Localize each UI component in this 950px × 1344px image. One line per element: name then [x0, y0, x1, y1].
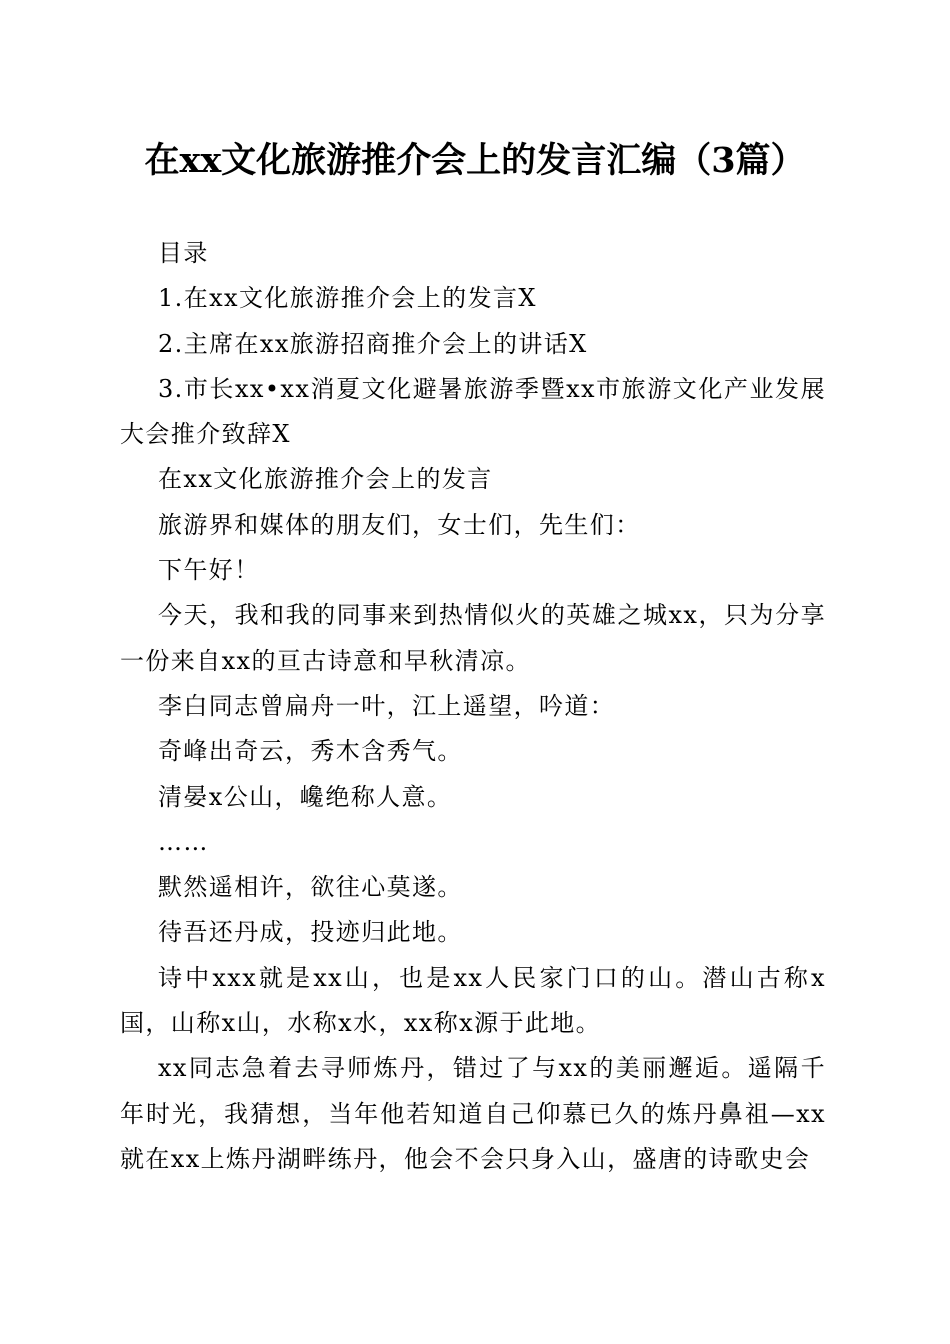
body-paragraph: 李白同志曾扁舟一叶，江上遥望，吟道：: [158, 691, 616, 720]
body-paragraph: 今天，我和我的同事来到热情似火的英雄之城xx，只为分享一份来自xx的亘古诗意和早秋清凉。: [120, 601, 826, 675]
toc-item-3: 3.市长xx•xx消夏文化避暑旅游季暨xx市旅游文化产业发展大会推介致辞X: [120, 374, 826, 449]
poem-line: 奇峰出奇云，秀木含秀气。: [158, 737, 463, 766]
poem-line: 待吾还丹成，投迹归此地。: [158, 918, 463, 947]
toc-heading: 目录: [158, 239, 209, 267]
toc-item-2: 2.主席在xx旅游招商推介会上的讲话X: [158, 329, 588, 358]
poem-ellipsis: ……: [158, 827, 209, 856]
document-title: 在xx文化旅游推介会上的发言汇编（3篇）: [144, 140, 806, 181]
greeting: 下午好！: [158, 556, 260, 585]
poem-line: 默然遥相许，欲往心莫遂。: [158, 873, 463, 902]
body-paragraph: xx同志急着去寻师炼丹，错过了与xx的美丽邂逅。遥隔千年时光，我猜想，当年他若知道自己仰慕已久的炼丹鼻祖—xx就在xx上炼丹湖畔练丹，他会不会只身入山，盛唐的诗歌史会: [120, 1054, 826, 1173]
toc-item-1: 1.在xx文化旅游推介会上的发言X: [158, 284, 537, 313]
salutation: 旅游界和媒体的朋友们，女士们，先生们：: [158, 510, 641, 539]
body-paragraph: 诗中xxx就是xx山，也是xx人民家门口的山。潜山古称x国，山称x山，水称x水，xx称x源于此地。: [120, 963, 826, 1038]
document-body: [120, 231, 826, 1182]
section-heading: 在xx文化旅游推介会上的发言: [158, 465, 493, 494]
poem-line: 清晏x公山，巉绝称人意。: [158, 782, 453, 811]
